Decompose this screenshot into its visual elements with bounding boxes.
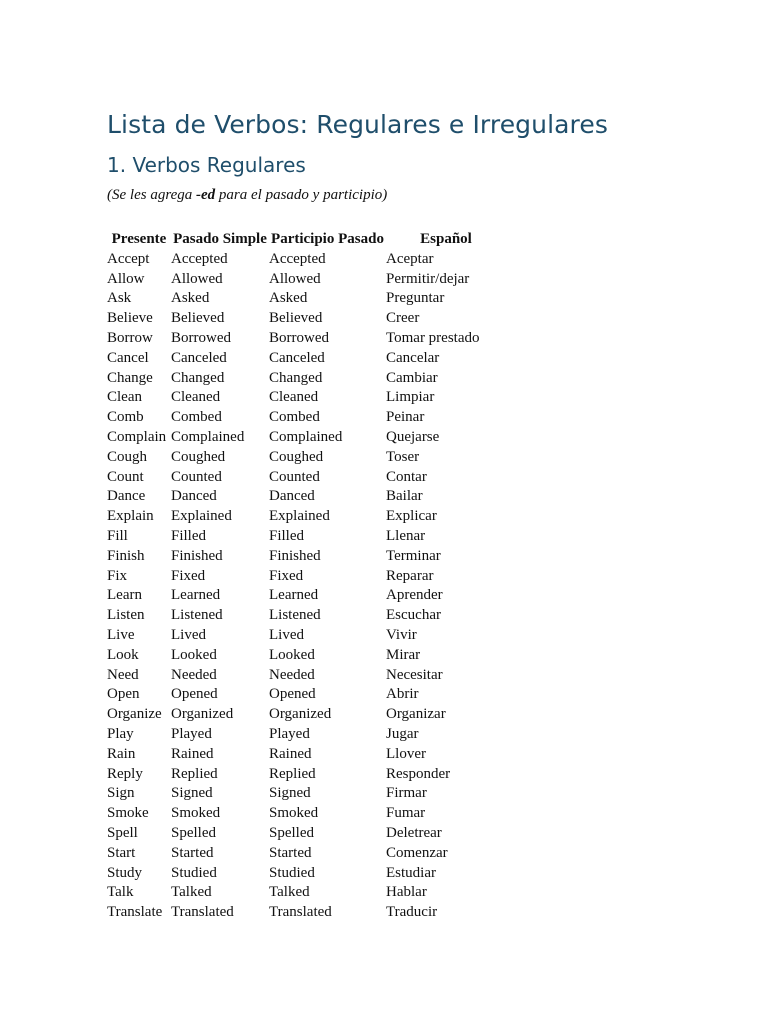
cell-presente: Explain: [107, 508, 154, 525]
section-note: [107, 187, 707, 204]
cell-participio-pasado: Played: [269, 725, 310, 742]
cell-participio-pasado: Opened: [269, 686, 316, 703]
cell-presente: Cough: [107, 448, 148, 465]
cell-participio-pasado: Needed: [269, 666, 315, 683]
cell-pasado-simple: Opened: [171, 686, 218, 703]
cell-participio-pasado: Spelled: [269, 824, 314, 841]
cell-presente: Open: [107, 686, 140, 703]
cell-presente: Count: [107, 468, 144, 485]
cell-presente: Comb: [107, 409, 144, 426]
note-suffix: para el pasado y participio): [215, 187, 388, 203]
cell-espanol: Toser: [386, 448, 420, 465]
table-row: [107, 864, 506, 884]
cell-participio-pasado: Studied: [269, 864, 315, 881]
cell-espanol: Terminar: [386, 547, 441, 564]
header-pasado-simple: Pasado Simple: [173, 231, 267, 247]
cell-pasado-simple: Finished: [171, 547, 223, 564]
cell-espanol: Llover: [386, 745, 426, 762]
cell-espanol: Traducir: [386, 904, 438, 921]
cell-participio-pasado: Finished: [269, 547, 321, 564]
table-row: [107, 369, 506, 389]
cell-pasado-simple: Started: [171, 844, 214, 861]
cell-presente: Allow: [107, 270, 145, 287]
table-header-row: [107, 230, 506, 250]
table-row: [107, 567, 506, 587]
cell-pasado-simple: Believed: [171, 310, 225, 327]
table-row: [107, 804, 506, 824]
table-row: [107, 685, 506, 705]
regular-verbs-table: [107, 230, 506, 923]
cell-presente: Ask: [107, 290, 132, 307]
cell-participio-pasado: Listened: [269, 607, 321, 624]
table-row: [107, 250, 506, 270]
cell-pasado-simple: Explained: [171, 508, 232, 525]
cell-participio-pasado: Coughed: [269, 448, 324, 465]
cell-presente: Study: [107, 864, 143, 881]
table-row: [107, 646, 506, 666]
cell-participio-pasado: Translated: [269, 904, 332, 921]
header-espanol: Español: [420, 231, 472, 247]
cell-espanol: Limpiar: [386, 389, 435, 406]
cell-presente: Live: [107, 626, 135, 643]
table-row: [107, 765, 506, 785]
cell-pasado-simple: Translated: [171, 904, 234, 921]
table-row: [107, 408, 506, 428]
cell-presente: Rain: [107, 745, 136, 762]
cell-espanol: Llenar: [386, 527, 426, 544]
cell-espanol: Abrir: [386, 686, 419, 703]
cell-presente: Spell: [107, 824, 138, 841]
cell-participio-pasado: Complained: [269, 428, 343, 445]
table-row: [107, 784, 506, 804]
cell-espanol: Firmar: [386, 785, 427, 802]
cell-pasado-simple: Borrowed: [171, 329, 231, 346]
note-emphasis: -ed: [196, 187, 216, 203]
cell-presente: Play: [107, 725, 134, 742]
cell-participio-pasado: Borrowed: [269, 329, 329, 346]
cell-espanol: Peinar: [386, 409, 425, 426]
cell-presente: Fill: [107, 527, 128, 544]
cell-participio-pasado: Explained: [269, 508, 330, 525]
cell-participio-pasado: Asked: [269, 290, 308, 307]
cell-participio-pasado: Believed: [269, 310, 323, 327]
cell-presente: Dance: [107, 488, 146, 505]
document-title: Lista de Verbos: Regulares e Irregulares: [107, 110, 608, 139]
header-participio-pasado: Participio Pasado: [271, 231, 384, 247]
cell-pasado-simple: Signed: [171, 785, 213, 802]
table-row: [107, 705, 506, 725]
cell-espanol: Jugar: [386, 725, 419, 742]
table-row: [107, 468, 506, 488]
cell-presente: Learn: [107, 587, 142, 604]
cell-espanol: Fumar: [386, 805, 426, 822]
cell-espanol: Mirar: [386, 646, 421, 663]
cell-participio-pasado: Accepted: [269, 250, 326, 267]
cell-participio-pasado: Fixed: [269, 567, 304, 584]
cell-pasado-simple: Spelled: [171, 824, 216, 841]
table-row: [107, 507, 506, 527]
cell-espanol: Contar: [386, 468, 427, 485]
cell-pasado-simple: Danced: [171, 488, 217, 505]
cell-presente: Start: [107, 844, 136, 861]
cell-participio-pasado: Looked: [269, 646, 315, 663]
cell-participio-pasado: Started: [269, 844, 312, 861]
cell-presente: Borrow: [107, 329, 153, 346]
cell-participio-pasado: Cleaned: [269, 389, 319, 406]
cell-pasado-simple: Fixed: [171, 567, 206, 584]
table-row: [107, 824, 506, 844]
table-row: [107, 626, 506, 646]
cell-espanol: Deletrear: [386, 824, 442, 841]
cell-pasado-simple: Replied: [171, 765, 218, 782]
cell-espanol: Creer: [386, 310, 420, 327]
cell-espanol: Bailar: [386, 488, 423, 505]
cell-participio-pasado: Learned: [269, 587, 319, 604]
cell-presente: Finish: [107, 547, 145, 564]
cell-pasado-simple: Smoked: [171, 805, 221, 822]
table-row: [107, 666, 506, 686]
cell-presente: Change: [107, 369, 153, 386]
cell-participio-pasado: Rained: [269, 745, 312, 762]
cell-espanol: Organizar: [386, 706, 446, 723]
cell-espanol: Permitir/dejar: [386, 270, 470, 287]
cell-participio-pasado: Lived: [269, 626, 304, 643]
cell-pasado-simple: Coughed: [171, 448, 226, 465]
cell-participio-pasado: Allowed: [269, 270, 321, 287]
cell-participio-pasado: Danced: [269, 488, 315, 505]
cell-pasado-simple: Lived: [171, 626, 206, 643]
table-row: [107, 289, 506, 309]
cell-espanol: Vivir: [386, 626, 417, 643]
cell-participio-pasado: Smoked: [269, 805, 319, 822]
table-row: [107, 883, 506, 903]
cell-pasado-simple: Needed: [171, 666, 217, 683]
cell-pasado-simple: Complained: [171, 428, 245, 445]
table-row: [107, 388, 506, 408]
cell-presente: Sign: [107, 785, 135, 802]
cell-pasado-simple: Talked: [171, 884, 212, 901]
cell-presente: Fix: [107, 567, 128, 584]
cell-presente: Talk: [107, 884, 134, 901]
cell-pasado-simple: Listened: [171, 607, 223, 624]
cell-presente: Need: [107, 666, 139, 683]
table-row: [107, 448, 506, 468]
cell-presente: Listen: [107, 607, 145, 624]
cell-espanol: Hablar: [386, 884, 427, 901]
cell-pasado-simple: Played: [171, 725, 212, 742]
table-row: [107, 527, 506, 547]
cell-pasado-simple: Canceled: [171, 349, 227, 366]
table-row: [107, 547, 506, 567]
cell-participio-pasado: Counted: [269, 468, 320, 485]
cell-espanol: Estudiar: [386, 864, 436, 881]
cell-participio-pasado: Combed: [269, 409, 320, 426]
cell-pasado-simple: Studied: [171, 864, 217, 881]
cell-pasado-simple: Counted: [171, 468, 222, 485]
cell-participio-pasado: Organized: [269, 706, 332, 723]
table-row: [107, 329, 506, 349]
cell-pasado-simple: Cleaned: [171, 389, 221, 406]
table-row: [107, 606, 506, 626]
table-row: [107, 270, 506, 290]
cell-pasado-simple: Asked: [171, 290, 210, 307]
cell-participio-pasado: Filled: [269, 527, 305, 544]
cell-presente: Accept: [107, 250, 150, 267]
cell-pasado-simple: Looked: [171, 646, 217, 663]
cell-presente: Clean: [107, 389, 142, 406]
cell-espanol: Escuchar: [386, 607, 441, 624]
cell-participio-pasado: Replied: [269, 765, 316, 782]
document-page: [107, 110, 707, 923]
table-row: [107, 309, 506, 329]
cell-espanol: Explicar: [386, 508, 437, 525]
table-row: [107, 428, 506, 448]
cell-espanol: Preguntar: [386, 290, 445, 307]
table-row: [107, 903, 506, 923]
cell-pasado-simple: Organized: [171, 706, 234, 723]
cell-presente: Complain: [107, 428, 167, 445]
cell-espanol: Cancelar: [386, 349, 440, 366]
cell-pasado-simple: Accepted: [171, 250, 228, 267]
cell-pasado-simple: Allowed: [171, 270, 223, 287]
cell-espanol: Reparar: [386, 567, 434, 584]
cell-pasado-simple: Filled: [171, 527, 207, 544]
cell-espanol: Aprender: [386, 587, 443, 604]
cell-presente: Smoke: [107, 805, 149, 822]
table-row: [107, 725, 506, 745]
cell-pasado-simple: Combed: [171, 409, 222, 426]
cell-espanol: Necesitar: [386, 666, 443, 683]
cell-presente: Organize: [107, 706, 162, 723]
cell-espanol: Comenzar: [386, 844, 448, 861]
cell-espanol: Cambiar: [386, 369, 438, 386]
header-presente: Presente: [111, 231, 167, 247]
table-row: [107, 487, 506, 507]
cell-presente: Look: [107, 646, 139, 663]
cell-pasado-simple: Rained: [171, 745, 214, 762]
cell-presente: Reply: [107, 765, 143, 782]
cell-presente: Cancel: [107, 349, 149, 366]
table-row: [107, 844, 506, 864]
section-heading: 1. Verbos Regulares: [107, 153, 306, 177]
cell-espanol: Quejarse: [386, 428, 440, 445]
table-row: [107, 586, 506, 606]
note-prefix: (Se les agrega: [107, 187, 197, 203]
cell-participio-pasado: Signed: [269, 785, 311, 802]
cell-presente: Translate: [107, 904, 163, 921]
cell-presente: Believe: [107, 310, 153, 327]
table-row: [107, 745, 506, 765]
cell-pasado-simple: Learned: [171, 587, 221, 604]
cell-participio-pasado: Talked: [269, 884, 310, 901]
cell-pasado-simple: Changed: [171, 369, 225, 386]
cell-espanol: Tomar prestado: [386, 329, 480, 346]
cell-participio-pasado: Changed: [269, 369, 323, 386]
table-row: [107, 349, 506, 369]
cell-participio-pasado: Canceled: [269, 349, 325, 366]
cell-espanol: Responder: [386, 765, 451, 782]
cell-espanol: Aceptar: [386, 250, 434, 267]
table-body: [107, 250, 506, 923]
